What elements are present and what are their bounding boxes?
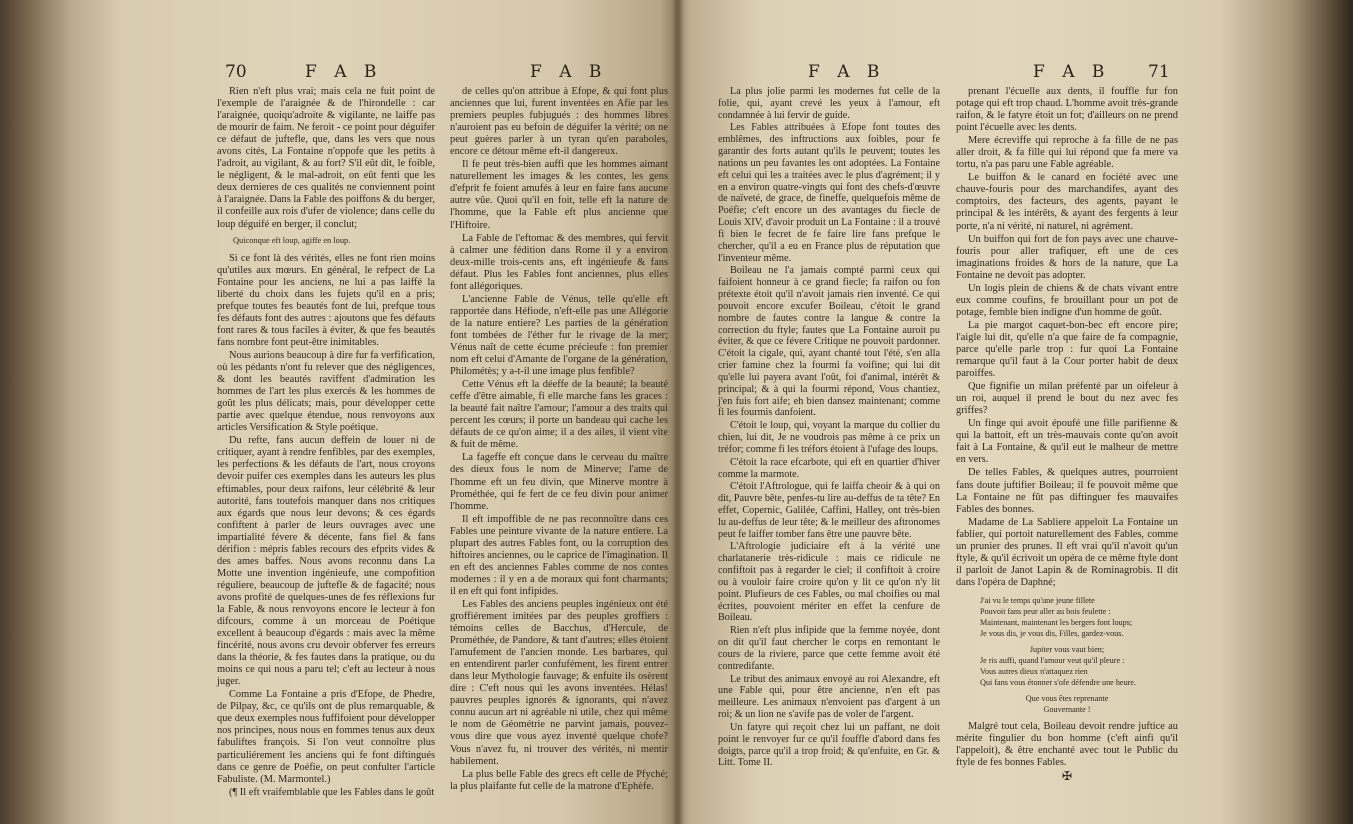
- left-page: [195, 0, 675, 824]
- paragraph: Il fe peut très-bien auffi que les hommes aimant naturellement les images & les contes, les gens d'efprit fe foient amufés à leur en faire fans aucune autre vûe. Quoi qu'il en foit, telle eft la nature de l'homme, que la Fable eft plus ancienne que l'Hiftoire.: [450, 159, 668, 231]
- paragraph: Un logis plein de chiens & de chats vivant entre eux comme coufins, fe brouillant pour un pot de potage, femble bien indigne d'un homme de goût.: [956, 282, 1178, 318]
- paragraph: Cette Vénus eft la déeffe de la beauté; la beauté ceffe d'être aimable, fi elle marche fans les graces : la beauté fait naître l'amour; l'amour a des traits qui percent les cœurs; il porte un bandeau qui cache les défauts de ce qu'on aime; il a des ailes, il vient vîte & fuit de même.: [450, 379, 668, 451]
- paragraph: C'étoit la race efcarbote, qui eft en quartier d'hiver comme la marmote.: [718, 456, 940, 480]
- paragraph: de celles qu'on attribue à Efope, & qui font plus anciennes que lui, furent inventées en Afie par les premiers peuples fubjugués : des hommes libres n'auroient pas eu befoin de déguifer la vérité; on ne peut guères parler à un tyran qu'en paraboles, encore ce détour même eft-il dangereux.: [450, 86, 668, 158]
- paragraph: L'ancienne Fable de Vénus, telle qu'elle eft rapportée dans Héfiode, n'eft-elle pas une Allégorie de la nature entiere? Les parties de la génération font tombées de l'éther fur le rivage de la mer; Vénus naît de cette écume précieufe : fon premier nom eft celui d'Amante de l'organe de la génération, Philométès; y a-t-il une image plus fenfible?: [450, 293, 668, 378]
- page-number-right: 71: [1148, 62, 1170, 82]
- running-head-right-2: F A B: [1033, 62, 1111, 82]
- verse-block: [980, 595, 1178, 715]
- paragraph: Un finge qui avoit époufé une fille parifienne & qui la battoit, eft un très-mauvais conte qu'on avoit fait à La Fontaine, & qu'il eut le malheur de mettre en vers.: [956, 418, 1178, 466]
- right-column-1: [718, 86, 940, 770]
- paragraph: La plus jolie parmi les modernes fut celle de la folie, qui, ayant crevé les yeux à l'amour, eft condamnée à lui fervir de guide.: [718, 86, 940, 121]
- quotation: Quiconque eft loup, agiffe en loup.: [233, 235, 351, 245]
- paragraph: La pie margot caquet-bon-bec eft encore pire; l'aigle lui dit, qu'elle n'a que faire de fa compagnie, parce qu'elle parle trop : fur quoi La Fontaine remarque qu'il faut à la Cour porter habit de deux paroiffes.: [956, 319, 1178, 380]
- paragraph: Boileau ne l'a jamais compté parmi ceux qui faifoient honneur à ce grand fiecle; fa raifon ou fon prétexte étoit qu'il n'avoit jamais rien inventé. Ce qui pouvoit encore excufer Boileau, c'étoit le grand nombre de fautes contre la langue & contre la correction du ftyle; fautes que La Fontaine auroit pu éviter, & que ce févere Critique ne pouvoit pardonner. C'étoit la cigale, qui, ayant chanté tout l'été, s'en alla crier famine chez la fourmi fa voifine; qui lui dit qu'elle lui payera avant l'oût, foi d'animal, intérêt & principal; & à qui la fourmi répond, Vous chantiez, j'en fuis fort aife; eh bien dansez maintenant; comme fi les fourmis danfoient.: [718, 265, 940, 419]
- paragraph: C'étoit le loup, qui, voyant la marque du collier du chien, lui dit, Je ne voudrois pas même à ce prix un tréfor; comme fi les tréfors étoient à l'ufage des loups.: [718, 420, 940, 455]
- verse-line: Je ris auffi, quand l'amour veut qu'il pleure :: [980, 655, 1125, 665]
- left-column-1: [217, 86, 435, 800]
- paragraph: Rien n'eft plus vrai; mais cela ne fuit point de l'exemple de l'araignée & de l'hirondelle : car l'araignée, quoiqu'adroite & vigilante, ne laiffe pas de mourir de faim. Ne feroit - ce point pour déguifer ce défaut de juftefle, que, dans les vers que nous avons cités, La Fontaine n'oppofe que les petits à l'adroit, au vigilant, & au fort? S'il eût dit, le foible, le négligent, & le mal-adroit, on eût fenti que les deux dernieres de ces qualités ne conviennent point à l'araignée. Dans la Fable des poiffons & du berger, il confeille aux rois d'ufer de violence; dans celle du loup déguifé en berger, il conclut;: [217, 86, 435, 230]
- paragraph: Les Fables attribuées à Efope font toutes des emblêmes, des inftructions aux foibles, pour fe garantir des forts autant qu'ils le peuvent; toutes les nations un peu favantes les ont adoptées. La Fontaine eft celui qui les a traitées avec le plus d'agrément; il y en a environ quatre-vingts qui font des chefs-d'œuvre de naïveté, de grace, de fineffe, quelquefois même de Poéfie; c'eft encore un des avantages du fiecle de Louis XIV, d'avoir produit un La Fontaine : il a trouvé fi bien le fecret de fe faire lire fans prefque le chercher, qu'il a eu en France plus de réputation que l'inventeur même.: [718, 122, 940, 264]
- right-column-2: [956, 86, 1178, 782]
- verse-line: Je vous dis, je vous dis, Filles, gardez-vous.: [980, 628, 1124, 638]
- running-head-left-2: F A B: [530, 62, 608, 82]
- paragraph: Les Fables des anciens peuples ingénieux ont été groffiérement imitées par des peuples groffiers : témoins celles de Bacchus, d'Hercule, de Prométhée, de Pandore, & tant d'autres; elles étoient l'amufement de l'ancien monde. Les barbares, qui en entendirent parler confufément, les firent entrer dans leur Mythologie fauvage; & enfuite ils osèrent dire : C'eft nous qui les avons inventées. Hélas! pauvres peuples ignorés & ignorants, qui n'avez connu aucun art ni agréable ni utile, chez qui même le nom de Géométrie ne parvint jamais, pouvez-vous dire que vous ayez inventé quelque chofe? Vous n'avez fu, ni trouver des vérités, ni mentir habilement.: [450, 598, 668, 767]
- paragraph: Si ce font là des vérités, elles ne font rien moins qu'utiles aux mœurs. En général, le refpect de La Fontaine pour les anciens, ne lui a pas laiffé la liberté du choix dans les fujets qu'il en a pris; prefque toutes fes beautés font de lui, prefque tous fes défauts font des autres : ajoutons que fes défauts font rares & tous faciles à éviter, & que fes beautés fans nombre font peut-être inimitables.: [217, 252, 435, 348]
- paragraph: Il eft impoffible de ne pas reconnoître dans ces Fables une peinture vivante de la nature entiere. La plupart des autres Fables font, ou la corruption des hiftoires anciennes, ou le caprice de l'imagination. Il en eft des anciennes Fables comme de nos contes modernes : il y en a de moraux qui font charmants; il en eft qui font infipides.: [450, 513, 668, 597]
- verse-line: Gouvernante !: [1043, 704, 1091, 714]
- paragraph: Le tribut des animaux envoyé au roi Alexandre, eft une Fable qui, pour être ancienne, n'en eft pas meilleure. Les animaux n'envoient pas d'argent à un roi; & un lion ne s'avife pas de voler de l'argent.: [718, 673, 940, 721]
- verse-line: Maintenant, maintenant les bergers font loups;: [980, 617, 1133, 627]
- paragraph: De telles Fables, & quelques autres, pourroient fans doute juftifier Boileau; il fe pouvoit même que La Fontaine ne fût pas diftinguer fes mauvaifes Fables des bonnes.: [956, 467, 1178, 515]
- left-column-2: [450, 86, 668, 794]
- paragraph: Le buiffon & le canard en fociété avec une chauve-fouris pour des marchandifes, ayant des comptoirs, des facteurs, des agents, payant le principal & les intérêts, & ayant des fergents à leur porte, n'a ni vérité, ni naturel, ni agrément.: [956, 172, 1178, 232]
- paragraph: prenant l'écuelle aux dents, il fouffle fur fon potage qui eft trop chaud. L'homme avoit très-grande raifon, & le fatyre étoit un fot; d'ailleurs on ne prend point l'écuelle avec les dents.: [956, 86, 1178, 134]
- ornament-icon: ✠: [1061, 769, 1073, 784]
- right-page: [688, 0, 1208, 824]
- verse-line: Vous autres dieux n'attaquez rien: [980, 666, 1088, 676]
- paragraph: Comme La Fontaine a pris d'Efope, de Phedre, de Pilpay, &c, ce qu'ils ont de plus remarquable, & que deux exemples nous fuffifoient pour développer nos principes, nous nous en fommes tenus aux deux fabuliftes françois. Si l'on veut connoître plus particuliérement les anciens qui fe font diftingués dans ce genre de Poéfie, on peut confulter l'article Fabuliste. (M. Marmontel.): [217, 689, 435, 785]
- paragraph: La plus belle Fable des grecs eft celle de Pfyché; la plus plaifante fut celle de la matrone d'Ephèfe.: [450, 768, 668, 792]
- running-head-left-1: F A B: [305, 62, 383, 82]
- paragraph: Mere écreviffe qui reproche à fa fille de ne pas aller droit, & fa fille qui lui répond que fa mere va tortu, n'a pas paru une Fable agréable.: [956, 135, 1178, 171]
- verse-line: Qui fans vous étonner s'ofe défendre une heure.: [980, 677, 1137, 687]
- paragraph: Madame de La Sabliere appeloit La Fontaine un fablier, qui portoit naturellement des Fables, comme un prunier des prunes. Il eft vrai qu'il n'avoit qu'un ftyle, & qu'il écrivoit un opéra de ce même ftyle dont il parloit de Janot Lapin & de Rominagrobis. Il dit dans l'opéra de Daphné;: [956, 516, 1178, 588]
- paragraph: Un fatyre qui reçoit chez lui un paffant, ne doit point le renvoyer fur ce qu'il fouffle d'abord dans fes doigts, parce qu'il a trop froid; & qu'enfuite, en Gr. & Litt. Tome II.: [718, 721, 940, 769]
- verse-line: Pouvoit fans peur aller au bois feulette :: [980, 606, 1111, 616]
- paragraph: Que fignifie un milan préfenté par un oifeleur à un roi, auquel il prend le bout du nez avec fes griffes?: [956, 381, 1178, 417]
- paragraph: La fageffe eft conçue dans le cerveau du maître des dieux fous le nom de Minerve; l'ame de l'homme eft un feu divin, que Minerve montre à Prométhée, qui fe fert de ce feu divin pour animer l'homme.: [450, 452, 668, 512]
- paragraph: (¶ Il eft vraifemblable que les Fables dans le goût: [229, 786, 435, 798]
- verse-line: Jupiter vous vaut bien;: [1029, 644, 1105, 654]
- verse-line: Que vous êtes reprenante: [1025, 693, 1109, 703]
- paragraph: Rien n'eft plus infipide que la femme noyée, dont on dit qu'il faut chercher le corps en remontant le cours de la riviere, parce que cette femme avoit été contredifante.: [718, 625, 940, 672]
- paragraph: La Fable de l'eftomac & des membres, qui fervit à calmer une fédition dans Rome il y a environ deux-mille trois-cents ans, eft ingénieufe & fans défaut. Plus les Fables font anciennes, plus elles font allégoriques.: [450, 232, 668, 292]
- paragraph: L'Aftrologie judiciaire eft à la vérité une charlatanerie très-ridicule : mais ce ridicule ne confiftoit pas à regarder le ciel; il confiftoit à croire ou à vouloir faire croire qu'on y lit ce qu'on n'y lit point. Plufieurs de ces Fables, ou mal choifies ou mal écrites, pouvoient mériter en effet la cenfure de Boileau.: [718, 541, 940, 624]
- paragraph: Un buiffon qui fort de fon pays avec une chauve-fouris pour aller trafiquer, eft une de ces imaginations froides & hors de la nature, que La Fontaine ne devoit pas adopter.: [956, 233, 1178, 281]
- paragraph: C'étoit l'Aftrologue, qui fe laiffa cheoir & à qui on dit, Pauvre bête, penfes-tu lire au-deffus de ta tête? En effet, Copernic, Galilée, Caffini, Halley, ont très-bien lu au-deffus de leur tête; & le meilleur des aftronomes peut fe laiffer tomber fans être une pauvre bête.: [718, 481, 940, 540]
- paragraph: Malgré tout cela, Boileau devoit rendre juftice au mérite fingulier du bon homme (c'eft ainfi qu'il l'appeloit), & être enchanté avec tout le Public du ftyle de fes bonnes Fables.: [956, 720, 1178, 769]
- running-head-right-1: F A B: [808, 62, 886, 82]
- page-number-left: 70: [225, 62, 247, 82]
- verse-line: J'ai vu le temps qu'une jeune fillete: [980, 595, 1095, 605]
- paragraph: Du refte, fans aucun deffein de louer ni de critiquer, ayant à rendre fenfibles, par des exemples, les perfections & les défauts de l'art, nous croyons devoir puifer ces exemples dans les auteurs les plus eftimables, pour deux raifons, leur célébrité & leur autorité, fans toutefois manquer dans nos critiques aux égards que nous leur devons; & ces égards confiftent à parler de leurs ouvrages avec une impartialité févere & décente, fans fiel & fans dérifion : mépris fables recours des efprits vides & des ames baffes. Nous avons reconnu dans La Motte une invention ingénieufe, une compofition réguliere, beaucoup de juftefle & de fagacité; nous avons profité de quelques-unes de fes réflexions fur la Fable, & nous renvoyons encore le lecteur à fon difcours, comme à un morceau de Poétique excellent à beaucoup d'égards : mais avec la même fincérité, nous avons cru devoir obferver fes erreurs dans la théorie, & fes fautes dans la pratique, ou du moins ce qui nous a paru tel; c'eft au lecteur à nous juger.: [217, 435, 435, 688]
- paragraph: Nous aurions beaucoup à dire fur fa verfification, où les pédants n'ont fu relever que des négligences, & dont les beautés raviffent d'admiration les hommes de l'art les plus exercés & les hommes de goût les plus délicats; mais, pour développer cette partie avec quelque étendue, nous renvoyons aux articles Versification & Style poétique.: [217, 349, 435, 434]
